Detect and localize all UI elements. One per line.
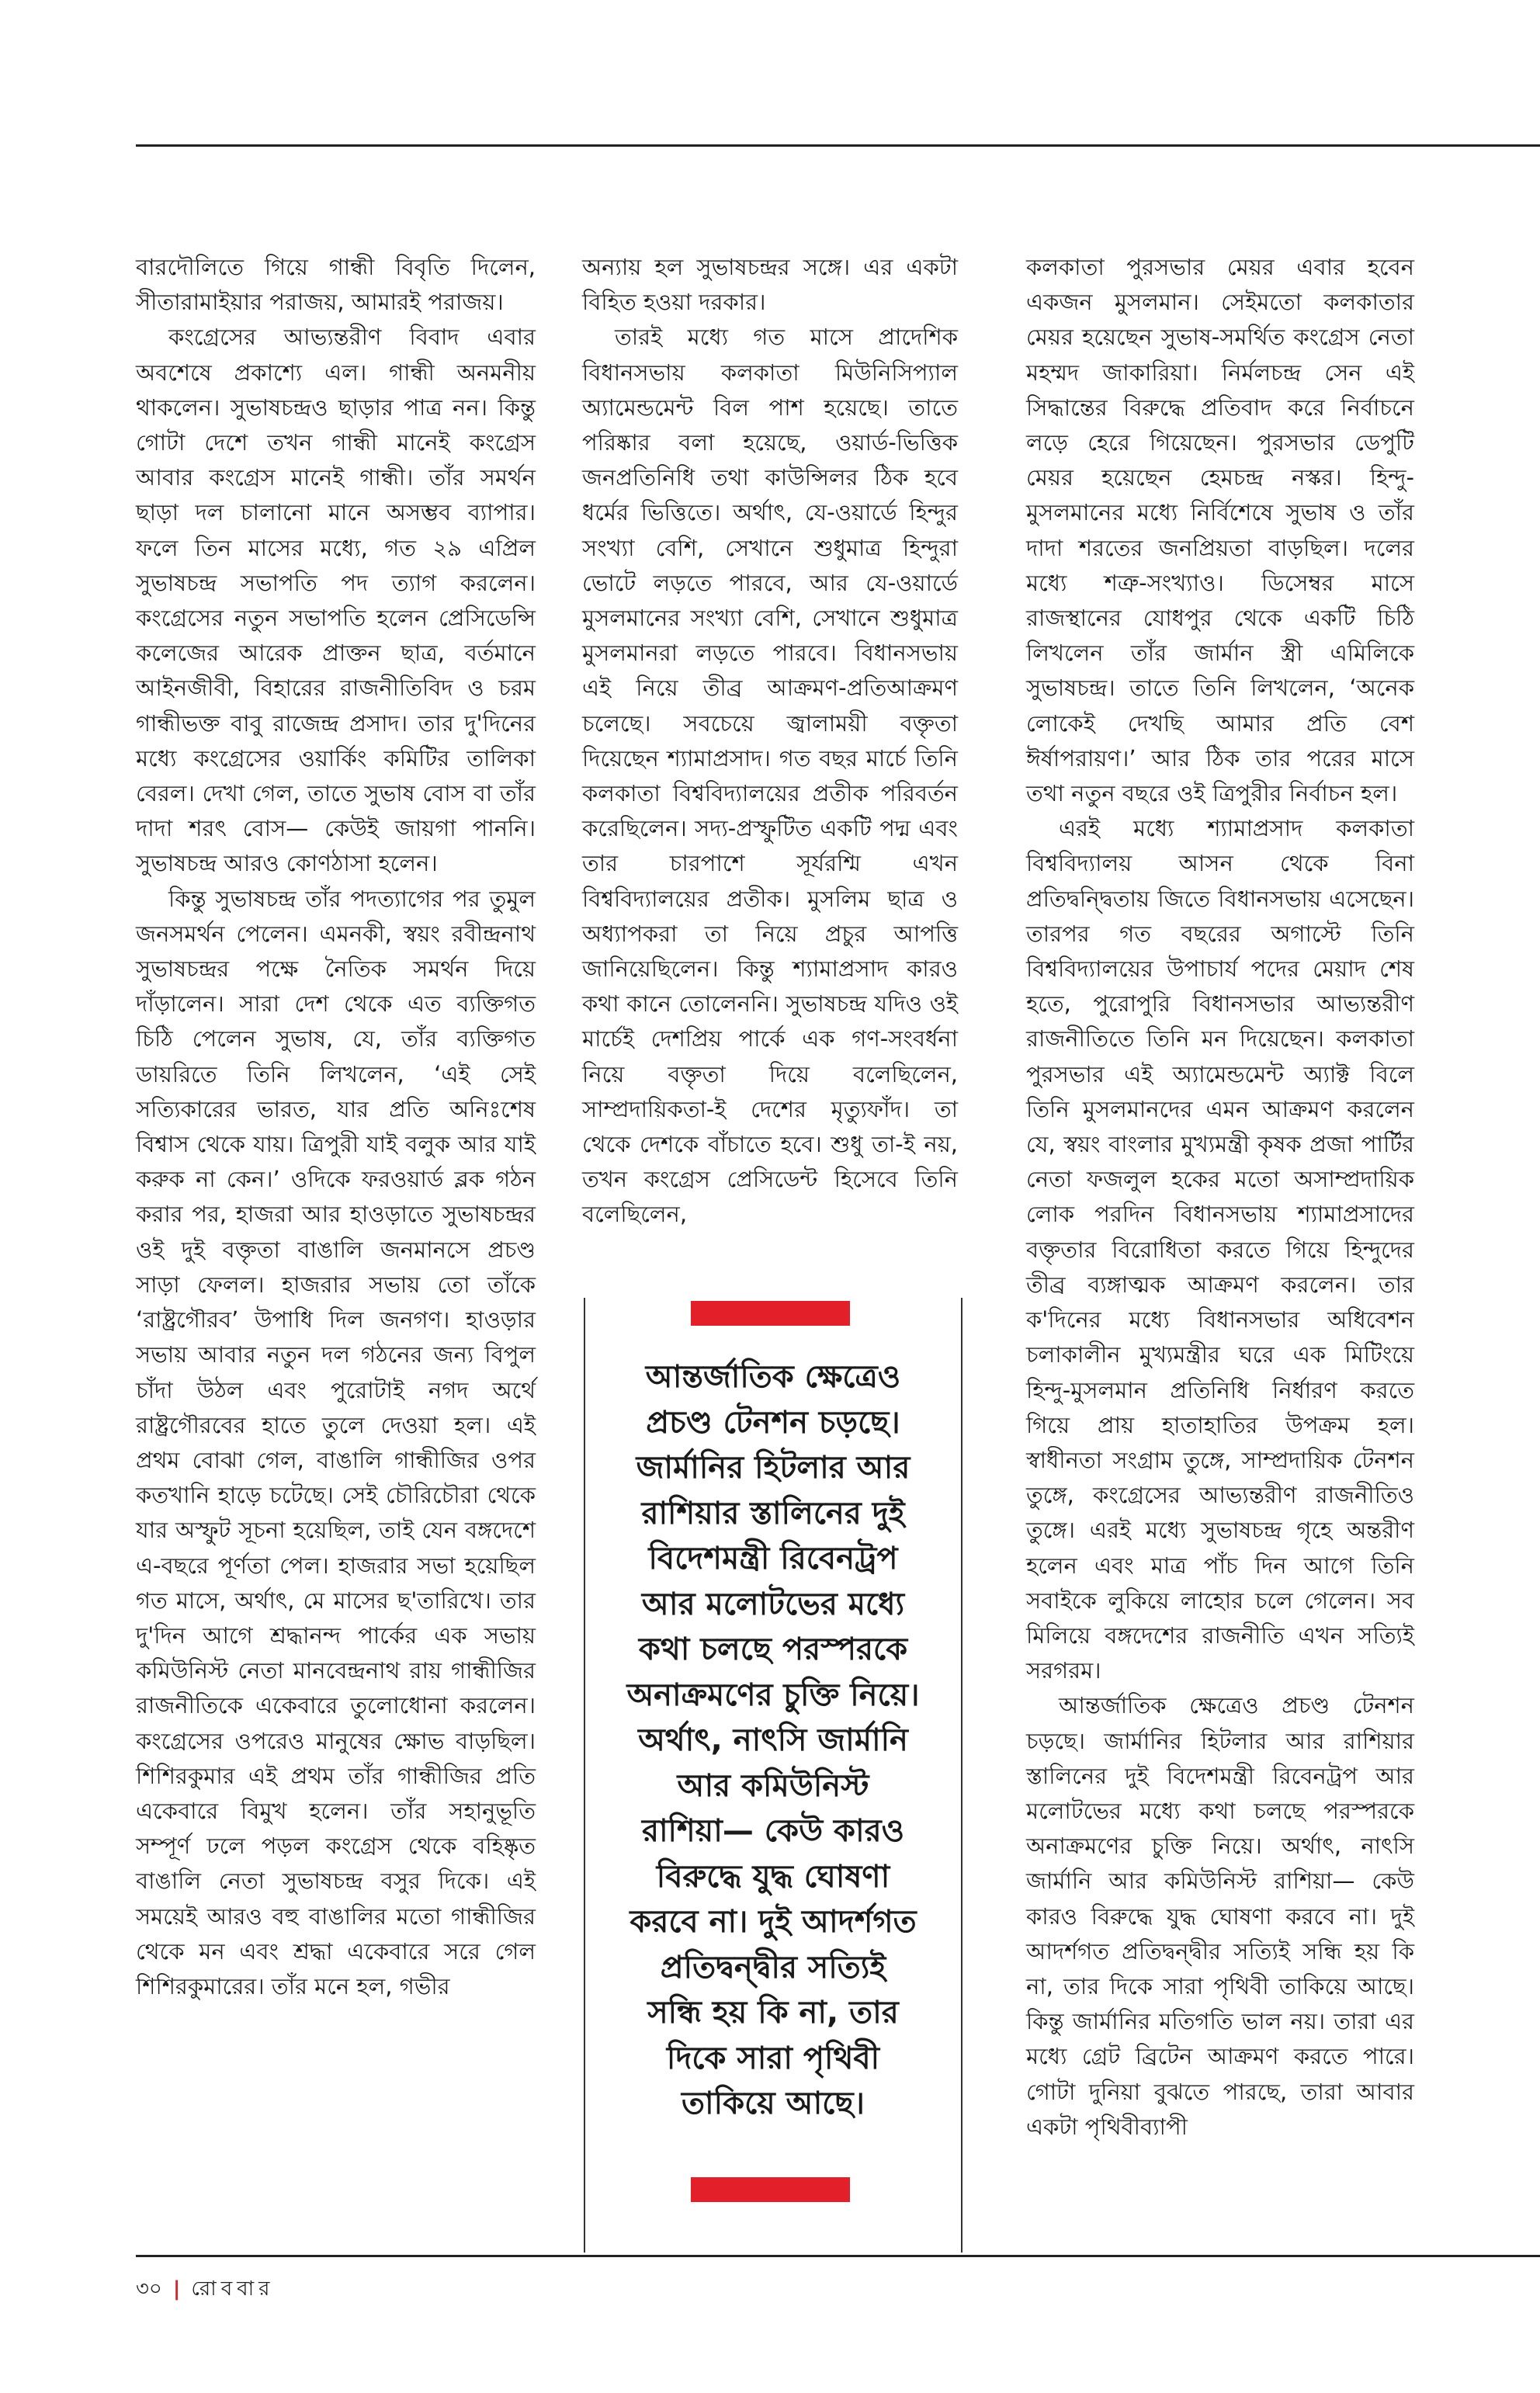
pull-quote-top-red-bar xyxy=(691,1301,850,1326)
paragraph: বারদৌলিতে গিয়ে গান্ধী বিবৃতি দিলেন, সীতারামাইয়ার পরাজয়, আমারই পরাজয়। xyxy=(136,254,536,316)
pull-quote xyxy=(590,1354,956,2127)
top-rule xyxy=(136,144,1540,147)
pull-quote-line: বিদেশমন্ত্রী রিবেনট্রপ xyxy=(648,1541,898,1576)
footer-separator: | xyxy=(172,2277,181,2301)
paragraph: অন্যায় হল সুভাষচন্দ্রর সঙ্গে। এর একটা বিহিত হওয়া দরকার। xyxy=(582,254,958,316)
pull-quote-line: কথা চলছে পরস্পরকে xyxy=(638,1632,908,1667)
pull-quote-line: তাকিয়ে আছে। xyxy=(682,2086,865,2121)
pull-quote-line: রাশিয়ার স্তালিনের দুই xyxy=(641,1495,905,1531)
pull-quote-line: জার্মানির হিটলার আর xyxy=(636,1450,910,1486)
pull-quote-line: সন্ধি হয় কি না, তার xyxy=(647,1995,899,2031)
pull-quote-left-border xyxy=(584,1298,585,2253)
pull-quote-right-border xyxy=(961,1298,962,2253)
pull-quote-bottom-red-bar xyxy=(691,2177,850,2202)
pull-quote-line: বিরুদ্ধে যুদ্ধ ঘোষণা xyxy=(656,1858,890,1895)
paragraph: কিন্তু সুভাষচন্দ্র তাঁর পদত্যাগের পর তুমুল জনসমর্থন পেলেন। এমনকী, স্বয়ং রবীন্দ্রনাথ সুভাষচন্দ্রর পক্ষে নৈতিক সমর্থন দিয়ে দাঁড়ালেন। সারা দেশ থেকে এত ব্যক্তিগত চিঠি পেলেন সুভাষ, যে, তাঁর ব্যক্তিগত ডায়রিতে তিনি লিখলেন, ‘এই সেই সত্যিকারের ভারত, যার প্রতি অনিঃশেষ বিশ্বাস থেকে যায়। ত্রিপুরী যাই বলুক আর যাই করুক না কেন।’ ওদিকে ফরওয়ার্ড ব্লক গঠন করার পর, হাজরা আর হাওড়াতে সুভাষচন্দ্রর ওই দুই বক্তৃতা বাঙালি জনমানসে প্রচণ্ড সাড়া ফেলল। হাজরার সভায় তো তাঁকে ‘রাষ্ট্রগৌরব’ উপাধি দিল জনগণ। হাওড়ার সভায় আবার নতুন দল গঠনের জন্য বিপুল চাঁদা উঠল এবং পুরোটাই নগদ অর্থে রাষ্ট্রগৌরবের হাতে তুলে দেওয়া হল। এই প্রথম বোঝা গেল, বাঙালি গান্ধীজির ওপর কতখানি হাড়ে চটেছে। সেই চৌরিচৌরা থেকে যার অস্ফুট সূচনা হয়েছিল, তাই যেন বঙ্গদেশে এ-বছরে পূর্ণতা পেল। হাজরার সভা হয়েছিল গত মাসে, অর্থাৎ, মে মাসের ছ'তারিখে। তার দু'দিন আগে শ্রদ্ধানন্দ পার্কের এক সভায় কমিউনিস্ট নেতা মানবেন্দ্রনাথ রায় গান্ধীজির রাজনীতিকে একেবারে তুলোধোনা করলেন। কংগ্রেসের ওপরেও মানুষের ক্ষোভ বাড়ছিল। শিশিরকুমার এই প্রথম তাঁর গান্ধীজির প্রতি একেবারে বিমুখ হলেন। তাঁর সহানুভূতি সম্পূর্ণ ঢলে পড়ল কংগ্রেস থেকে বহিষ্কৃত বাঙালি নেতা সুভাষচন্দ্র বসুর দিকে। এই সময়েই আরও বহু বাঙালির মতো গান্ধীজির থেকে মন এবং শ্রদ্ধা একেবারে সরে গেল শিশিরকুমারের। তাঁর মনে হল, গভীর xyxy=(136,885,536,1999)
paragraph: এরই মধ্যে শ্যামাপ্রসাদ কলকাতা বিশ্ববিদ্যালয় আসন থেকে বিনা প্রতিদ্বন্দ্বিতায় জিতে বিধানসভায় এসেছেন। তারপর গত বছরের অগাস্টে তিনি বিশ্ববিদ্যালয়ের উপাচার্য পদের মেয়াদ শেষ হতে, পুরোপুরি বিধানসভার আভ্যন্তরীণ রাজনীতিতে তিনি মন দিয়েছেন। কলকাতা পুরসভার এই অ্যামেন্ডমেন্ট অ্যাক্ট বিলে তিনি মুসলমানদের এমন আক্রমণ করলেন যে, স্বয়ং বাংলার মুখ্যমন্ত্রী কৃষক প্রজা পার্টির নেতা ফজলুল হকের মতো অসাম্প্রদায়িক লোক পরদিন বিধানসভায় শ্যামাপ্রসাদের বক্তৃতার বিরোধিতা করতে গিয়ে হিন্দুদের তীব্র ব্যঙ্গাত্মক আক্রমণ করলেন। তার ক'দিনের মধ্যে বিধানসভার অধিবেশন চলাকালীন মুখ্যমন্ত্রীর ঘরে এক মিটিংয়ে হিন্দু-মুসলমান প্রতিনিধি নির্ধারণ করতে গিয়ে প্রায় হাতাহাতির উপক্রম হল। স্বাধীনতা সংগ্রাম তুঙ্গে, সাম্প্রদায়িক টেনশন তুঙ্গে, কংগ্রেসের আভ্যন্তরীণ রাজনীতিও তুঙ্গে। এরই মধ্যে সুভাষচন্দ্র গৃহে অন্তরীণ হলেন এবং মাত্র পাঁচ দিন আগে তিনি সবাইকে লুকিয়ে লাহোর চলে গেলেন। সব মিলিয়ে বঙ্গদেশের রাজনীতি এখন সত্যিই সরগরম। xyxy=(1026,815,1414,1684)
pull-quote-line: দিকে সারা পৃথিবী xyxy=(666,2040,880,2076)
article-column-1 xyxy=(136,250,536,2004)
article-column-3 xyxy=(1026,250,1414,2145)
paragraph: কলকাতা পুরসভার মেয়র এবার হবেন একজন মুসলমান। সেইমতো কলকাতার মেয়র হয়েছেন সুভাষ-সমর্থিত কংগ্রেস নেতা মহম্মদ জাকারিয়া। নির্মলচন্দ্র সেন এই সিদ্ধান্তের বিরুদ্ধে প্রতিবাদ করে নির্বাচনে লড়ে হেরে গিয়েছেন। পুরসভার ডেপুটি মেয়র হয়েছেন হেমচন্দ্র নস্কর। হিন্দু-মুসলমানের মধ্যে নির্বিশেষে সুভাষ ও তাঁর দাদা শরতের জনপ্রিয়তা বাড়ছিল। দলের মধ্যে শত্রু-সংখ্যাও। ডিসেম্বর মাসে রাজস্থানের যোধপুর থেকে একটি চিঠি লিখলেন তাঁর জার্মান স্ত্রী এমিলিকে সুভাষচন্দ্র। তাতে তিনি লিখলেন, ‘অনেক লোকেই দেখছি আমার প্রতি বেশ ঈর্ষাপরায়ণ।’ আর ঠিক তার পরের মাসে তথা নতুন বছরে ওই ত্রিপুরীর নির্বাচন হল। xyxy=(1026,254,1414,807)
pull-quote-line: করবে না। দুই আদর্শগত xyxy=(630,1904,917,1940)
magazine-name: রোববার xyxy=(191,2277,275,2301)
pull-quote-line: প্রচণ্ড টেনশন চড়ছে। xyxy=(646,1404,900,1441)
pull-quote-line: আর মলোটভের মধ্যে xyxy=(641,1586,905,1622)
paragraph: তারই মধ্যে গত মাসে প্রাদেশিক বিধানসভায় কলকাতা মিউনিসিপ্যাল অ্যামেন্ডমেন্ট বিল পাশ হয়েছে। তাতে পরিষ্কার বলা হয়েছে, ওয়ার্ড-ভিত্তিক জনপ্রতিনিধি তথা কাউন্সিলর ঠিক হবে ধর্মের ভিত্তিতে। অর্থাৎ, যে-ওয়ার্ডে হিন্দুর সংখ্যা বেশি, সেখানে শুধুমাত্র হিন্দুরা ভোটে লড়তে পারবে, আর যে-ওয়ার্ডে মুসলমানের সংখ্যা বেশি, সেখানে শুধুমাত্র মুসলমানরা লড়তে পারবে। বিধানসভায় এই নিয়ে তীব্র আক্রমণ-প্রতিআক্রমণ চলেছে। সবচেয়ে জ্বালাময়ী বক্তৃতা দিয়েছেন শ্যামাপ্রসাদ। গত বছর মার্চে তিনি কলকাতা বিশ্ববিদ্যালয়ের প্রতীক পরিবর্তন করেছিলেন। সদ্য-প্রস্ফুটিত একটি পদ্ম এবং তার চারপাশে সূর্যরশ্মি এখন বিশ্ববিদ্যালয়ের প্রতীক। মুসলিম ছাত্র ও অধ্যাপকরা তা নিয়ে প্রচুর আপত্তি জানিয়েছিলেন। কিন্তু শ্যামাপ্রসাদ কারও কথা কানে তোলেননি। সুভাষচন্দ্র যদিও ওই মার্চেই দেশপ্রিয় পার্কে এক গণ-সংবর্ধনা নিয়ে বক্তৃতা দিয়ে বলেছিলেন, সাম্প্রদায়িকতা-ই দেশের মৃত্যুফাঁদ। তা থেকে দেশকে বাঁচাতে হবে। শুধু তা-ই নয়, তখন কংগ্রেস প্রেসিডেন্ট হিসেবে তিনি বলেছিলেন, xyxy=(582,324,958,1228)
page-footer xyxy=(136,2273,275,2307)
pull-quote-line: অনাক্রমণের চুক্তি নিয়ে। xyxy=(626,1677,920,1713)
paragraph: আন্তর্জাতিক ক্ষেত্রেও প্রচণ্ড টেনশন চড়ছে। জার্মানির হিটলার আর রাশিয়ার স্তালিনের দুই বিদেশমন্ত্রী রিবেনট্রপ আর মলোটভের মধ্যে কথা চলছে পরস্পরকে অনাক্রমণের চুক্তি নিয়ে। অর্থাৎ, নাৎসি জার্মানি আর কমিউনিস্ট রাশিয়া— কেউ কারও বিরুদ্ধে যুদ্ধ ঘোষণা করবে না। দুই আদর্শগত প্রতিদ্বন্দ্বীর সত্যিই সন্ধি হয় কি না, তার দিকে সারা পৃথিবী তাকিয়ে আছে। কিন্তু জার্মানির মতিগতি ভাল নয়। তারা এর মধ্যে গ্রেট ব্রিটেন আক্রমণ করতে পারে। গোটা দুনিয়া বুঝতে পারছে, তারা আবার একটা পৃথিবীব্যাপী xyxy=(1026,1692,1414,2140)
pull-quote-line: আর কমিউনিস্ট xyxy=(677,1767,869,1804)
pull-quote-line: আন্তর্জাতিক ক্ষেত্রেও xyxy=(645,1359,901,1395)
page-number: ৩০ xyxy=(136,2277,162,2301)
paragraph: কংগ্রেসের আভ্যন্তরীণ বিবাদ এবার অবশেষে প্রকাশ্যে এল। গান্ধী অনমনীয় থাকলেন। সুভাষচন্দ্রও ছাড়ার পাত্র নন। কিন্তু গোটা দেশে তখন গান্ধী মানেই কংগ্রেস আবার কংগ্রেস মানেই গান্ধী। তাঁর সমর্থন ছাড়া দল চালানো মানে অসম্ভব ব্যাপার। ফলে তিন মাসের মধ্যে, গত ২৯ এপ্রিল সুভাষচন্দ্র সভাপতি পদ ত্যাগ করলেন। কংগ্রেসের নতুন সভাপতি হলেন প্রেসিডেন্সি কলেজের আরেক প্রাক্তন ছাত্র, বর্তমানে আইনজীবী, বিহারের রাজনীতিবিদ ও চরম গান্ধীভক্ত বাবু রাজেন্দ্র প্রসাদ। তার দু'দিনের মধ্যে কংগ্রেসের ওয়ার্কিং কমিটির তালিকা বেরল। দেখা গেল, তাতে সুভাষ বোস বা তাঁর দাদা শরৎ বোস— কেউই জায়গা পাননি। সুভাষচন্দ্র আরও কোণঠাসা হলেন। xyxy=(136,324,536,877)
pull-quote-line: অর্থাৎ, নাৎসি জার্মানি xyxy=(638,1722,908,1758)
bottom-rule xyxy=(136,2255,1540,2257)
pull-quote-line: রাশিয়া— কেউ কারও xyxy=(641,1813,905,1849)
pull-quote-line: প্রতিদ্বন্দ্বীর সত্যিই xyxy=(660,1949,886,1985)
article-column-2 xyxy=(582,250,958,1233)
